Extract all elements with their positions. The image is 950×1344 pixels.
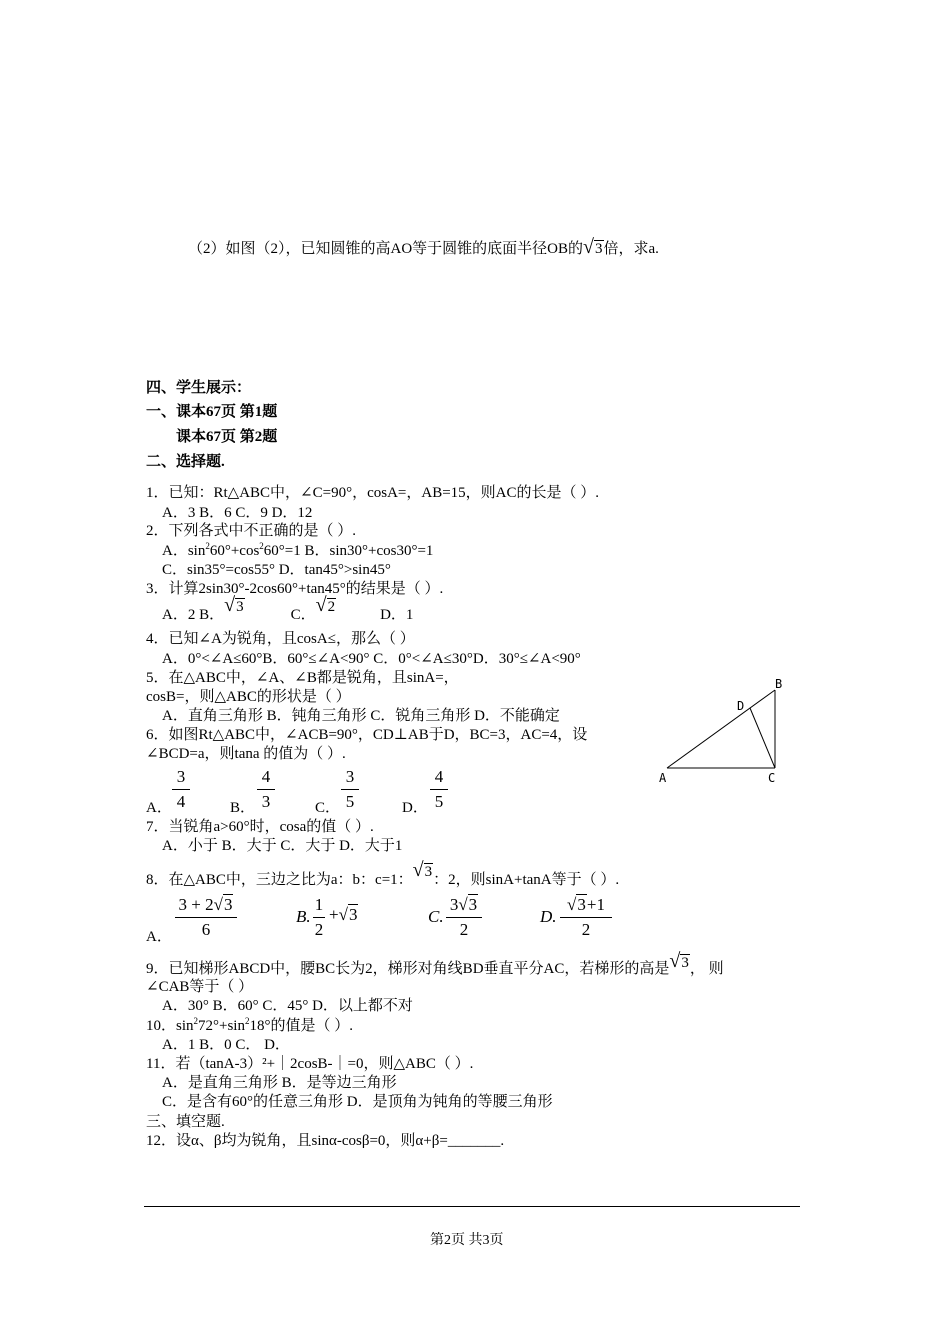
sqrt-3: √3 <box>583 236 603 258</box>
q8-fraction-d: √3+1 2 <box>560 895 612 940</box>
fig-label-c: C <box>768 771 776 785</box>
question-6-line-1: 6．如图Rt△ABC中，∠ACB=90°，CD⊥AB于D，BC=3，AC=4，设 <box>146 727 588 743</box>
triangle-figure <box>655 672 795 787</box>
textbook-item-2: 课本67页 第2题 <box>176 429 278 445</box>
segment-cd <box>750 708 775 768</box>
question-4-options: A．0°<∠A≤60°B．60°≤∠A<90° C．0°<∠A≤30°D．30°≤∠A<90° <box>162 651 581 667</box>
sqrt-2: √2 <box>315 594 336 616</box>
question-7: 7．当锐角a>60°时，cosa的值（ ）. <box>146 819 374 835</box>
q6-fraction-b: 4 3 <box>257 767 275 812</box>
q8-fraction-b: 1 2 <box>314 895 324 939</box>
q8-label-d: D. <box>540 907 557 926</box>
section-4-heading: 四、学生展示： <box>146 380 252 396</box>
q8-fraction-c: 3√3 2 <box>446 895 482 940</box>
q6-fraction-c: 3 5 <box>341 767 359 812</box>
q8-label-c: C. <box>428 907 444 926</box>
q8-b-tail: +√3 <box>329 905 358 924</box>
footer-rule <box>144 1206 800 1207</box>
problem-2-text-b: 倍，求a. <box>603 241 659 257</box>
question-5-line-1: 5．在△ABC中，∠A、∠B都是锐角，且sinA=， <box>146 670 459 686</box>
question-2: 2．下列各式中不正确的是（ ）. <box>146 523 357 539</box>
textbook-item-1: 一、课本67页 第1题 <box>146 404 278 420</box>
fig-label-b: B <box>775 677 783 691</box>
problem-2-line <box>188 238 659 258</box>
q6-fraction-a: 3 4 <box>172 767 190 812</box>
fig-label-a: A <box>659 771 667 785</box>
question-11-options-cd: C．是含有60°的任意三角形 D．是顶角为钝角的等腰三角形 <box>162 1094 553 1110</box>
question-9-line-2: ∠CAB等于（ ） <box>146 979 254 995</box>
q6-label-a: A． <box>146 800 172 816</box>
question-1: 1．已知：Rt△ABC中，∠C=90°，cosA=，AB=15，则AC的长是（ ）. <box>146 485 600 501</box>
question-10-options: A．1 B．0 C． D． <box>162 1037 290 1053</box>
question-5-options: A．直角三角形 B．钝角三角形 C．锐角三角形 D．不能确定 <box>162 708 560 724</box>
question-9-options: A．30° B．60° C．45° D．以上都不对 <box>162 998 413 1014</box>
q8-label-a: A． <box>146 929 172 945</box>
q8-label-b: B. <box>296 907 311 926</box>
question-6-line-2: ∠BCD=a，则tana 的值为（ ）. <box>146 746 346 762</box>
question-1-options: A．3 B．6 C．9 D．12 <box>162 505 313 521</box>
question-2-options-ab: A．$\sin^260^\circ+\cos^260^\circ=1$ B．sin30°+cos30°=1 <box>162 541 434 559</box>
question-11: 11．若（tanA-3）²+｜2cosB-｜=0，则△ABC（ ）. <box>146 1056 474 1072</box>
question-8: 8．在△ABC中，三边之比为a：b：c=1：√3：2，则sinA+tanA等于（ ）. <box>146 859 620 888</box>
q6-label-b: B． <box>230 800 256 816</box>
sqrt-3: √3 <box>224 594 244 616</box>
sqrt-3: √3 <box>412 859 433 881</box>
question-7-options: A．小于 B．大于 C．大于 D．大于1 <box>162 838 403 854</box>
question-5-line-2: cosB=，则△ABC的形状是（ ） <box>146 689 351 705</box>
q6-label-c: C． <box>315 800 341 816</box>
question-12: 12．设α、β均为锐角，且sinα-cosβ=0，则α+β=_______. <box>146 1133 505 1149</box>
question-2-options-cd: C．sin35°=cos55° D．tan45°>sin45° <box>162 562 391 578</box>
question-3-options: A．2 B．√3 C．√2 D．1 <box>162 594 414 623</box>
sqrt-3: √3 <box>669 950 689 972</box>
problem-2-text-a: （2）如图（2），已知圆锥的高AO等于圆锥的底面半径OB的 <box>188 241 584 257</box>
question-4: 4．已知∠A为锐角，且cosA≤，那么（ ） <box>146 631 415 647</box>
question-9-line-1: 9．已知梯形ABCD中，腰BC长为2，梯形对角线BD垂直平分AC，若梯形的高是√3， 则 <box>146 950 724 977</box>
q6-label-d: D． <box>402 800 428 816</box>
question-11-options-ab: A．是直角三角形 B．是等边三角形 <box>162 1075 397 1091</box>
q8-fraction-a: 3 + 2√3 6 <box>175 895 237 940</box>
q6-fraction-d: 4 5 <box>430 767 448 812</box>
fig-label-d: D <box>737 699 745 713</box>
question-10: 10．$\sin^272^\circ+\sin^218^\circ$的值是（ ）. <box>146 1016 353 1034</box>
choice-section-heading: 二、选择题. <box>146 454 225 470</box>
question-3: 3．计算2sin30°-2cos60°+tan45°的结果是（ ）. <box>146 581 444 597</box>
page-footer: 第2页 共3页 <box>430 1233 504 1248</box>
fill-section-heading: 三、填空题. <box>146 1114 225 1130</box>
